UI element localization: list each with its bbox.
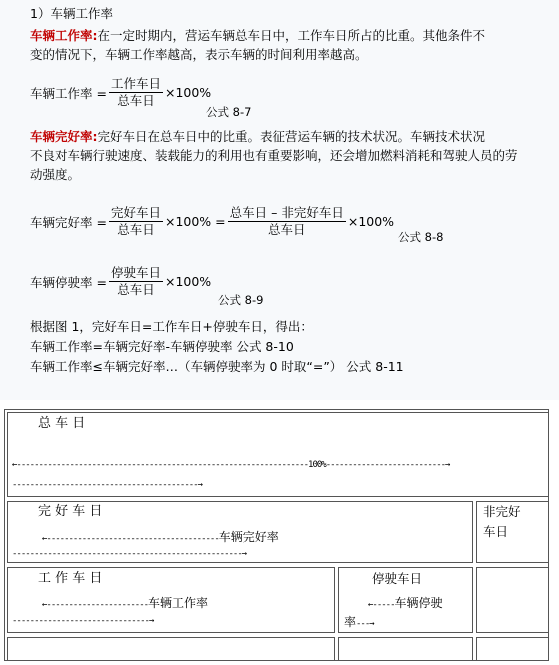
paragraph-2-line-1 [30, 128, 485, 146]
total-arrow: ←------------------------------------------------------------------100%---------------------------→ [12, 460, 450, 470]
p1-text-1: 在一定时期内，营运车辆总车日中，工作车日所占的比重。其他条件不 [97, 28, 486, 43]
total-percent: 100% [308, 460, 326, 470]
formula-lhs: 车辆完好率 = [30, 214, 107, 230]
work-days-label: 工 作 车 日 [38, 571, 103, 586]
formula-lhs: 车辆工作率 = [30, 85, 107, 101]
denominator: 总车日 [267, 222, 306, 237]
work-arrow-2: -------------------------------→ [12, 616, 154, 626]
multiplier: ×100% = [164, 214, 226, 229]
paragraph-1-line-2: 变的情况下，车辆工作率越高，表示车辆的时间利用率越高。 [30, 47, 368, 62]
multiplier: ×100% [347, 214, 395, 229]
stop-rate-label-1: 车辆停驶 [394, 596, 443, 610]
bottom-cell-1 [7, 637, 335, 661]
formula-8-9 [30, 265, 211, 298]
stop-days-label: 停驶车日 [372, 571, 423, 586]
work-rate-label: 车辆工作率 [148, 596, 209, 610]
denominator: 总车日 [117, 222, 155, 237]
fraction [228, 205, 346, 238]
numerator: 停驶车日 [110, 265, 161, 280]
paragraph-2-line-2: 不良对车辆行驶速度、装载能力的利用也有重要影响，还会增加燃料消耗和驾驶人员的劳 [30, 148, 518, 163]
paragraph-1-line-1 [30, 27, 485, 45]
term-work-rate: 车辆工作率: [30, 28, 98, 43]
formula-code-8-9: 公式 8-9 [218, 293, 264, 307]
stop-rate-label-2: 率 [344, 615, 357, 629]
total-arrow-2: ------------------------------------------→ [12, 480, 202, 490]
formula-8-8 [30, 205, 394, 238]
total-days-label: 总 车 日 [38, 416, 86, 431]
formula-8-10: 车辆工作率=车辆完好率-车辆停驶率 公式 8-10 [30, 339, 294, 354]
p2-text-1: 完好车日在总车日中的比重。表征营运车辆的技术状况。车辆技术状况 [97, 129, 486, 144]
multiplier: ×100% [164, 85, 212, 100]
good-arrow: ←---------------------------------------车辆完好率 [42, 530, 279, 544]
bottom-cell-2 [338, 637, 473, 661]
section-title: 1）车辆工作率 [30, 6, 113, 21]
denominator: 总车日 [117, 282, 155, 297]
good-days-label: 完 好 车 日 [38, 504, 103, 519]
numerator: 总车日 – 非完好车日 [229, 205, 344, 220]
formula-lhs: 车辆停驶率 = [30, 274, 107, 290]
fraction [109, 205, 163, 238]
formula-8-7 [30, 76, 211, 109]
formula-code-8-8: 公式 8-8 [398, 230, 444, 244]
numerator: 工作车日 [110, 76, 161, 91]
formula-8-11: 车辆工作率≤车辆完好率…（车辆停驶率为 0 时取“=”） 公式 8-11 [30, 359, 404, 374]
work-arrow: ←-----------------------车辆工作率 [42, 596, 209, 610]
fraction [109, 265, 163, 298]
numerator: 完好车日 [110, 205, 161, 220]
derivation-line: 根据图 1，完好车日=工作车日+停驶车日，得出： [30, 319, 313, 334]
term-good-rate: 车辆完好率: [30, 129, 98, 144]
good-arrow-2: ----------------------------------------------------→ [12, 549, 247, 559]
paragraph-2-line-3: 动强度。 [30, 167, 81, 182]
stop-arrow: ←-----车辆停驶 [368, 596, 443, 610]
fraction [109, 76, 163, 109]
not-good-label-1: 非完好 [483, 504, 521, 519]
multiplier: ×100% [164, 274, 212, 289]
empty-cell [476, 567, 549, 633]
stop-arrow-2: 率---→ [344, 615, 374, 629]
bottom-cell-3 [476, 637, 549, 661]
denominator: 总车日 [117, 93, 155, 108]
not-good-label-2: 车日 [483, 524, 509, 539]
formula-code-8-7: 公式 8-7 [206, 105, 252, 119]
good-rate-label: 车辆完好率 [218, 530, 279, 544]
